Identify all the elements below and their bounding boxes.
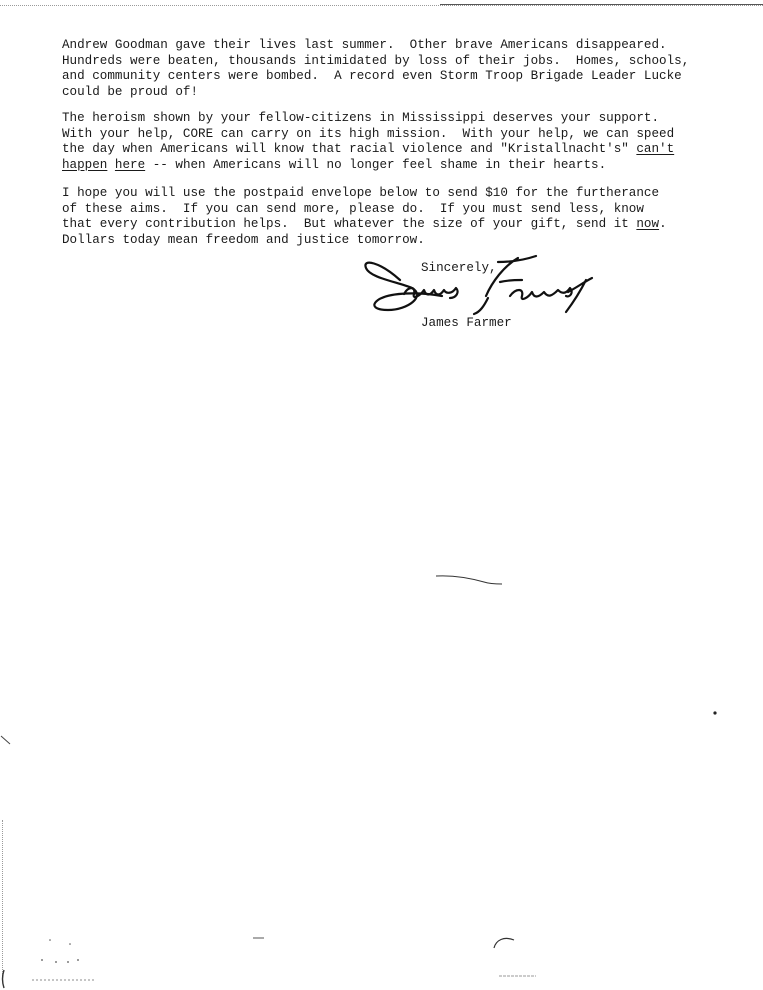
paragraph-1: [62, 38, 702, 100]
page-top-edge: [0, 0, 763, 6]
scan-artifact-bottom-rule: [498, 974, 538, 978]
page-left-edge: [2, 820, 3, 980]
paragraph-2-line-3: [62, 142, 674, 156]
underlined-here: here: [114, 157, 146, 172]
paragraph-2-line-3-text: the day when Americans will know that racial violence and "Kristallnacht's": [62, 142, 637, 157]
scan-artifact-tick: [0, 734, 14, 748]
paragraph-1-line-3: and community centers were bombed. A record even Storm Troop Brigade Leader Lucke: [62, 69, 682, 84]
underlined-happen: happen: [62, 157, 108, 172]
handwritten-signature: [360, 252, 600, 322]
scan-artifact-corner: [0, 968, 12, 990]
paragraph-1-line-2: Hundreds were beaten, thousands intimidated by loss of their jobs. Homes, schools,: [62, 53, 690, 68]
page-top-rule: [440, 4, 763, 5]
underlined-cant: can't: [636, 142, 675, 157]
paragraph-2-line-4-text: -- when Americans will no longer feel shame in their hearts.: [145, 157, 607, 172]
scan-artifact-curl: [490, 932, 520, 952]
underlined-now: now: [636, 217, 660, 232]
paragraph-3-line-2: of these aims. If you can send more, please do. If you must send less, know: [62, 201, 644, 216]
paragraph-1-line-1: Andrew Goodman gave their lives last summer. Other brave Americans disappeared.: [62, 38, 667, 52]
paragraph-2-line-4: [62, 158, 606, 172]
paragraph-3: [62, 186, 702, 248]
paragraph-1-line-4: could be proud of!: [62, 84, 199, 99]
paragraph-2-line-4-space: [107, 158, 115, 172]
scan-artifact-stroke: [434, 572, 504, 588]
scan-artifact-dot: [712, 710, 718, 716]
paragraph-3-line-3-period: .: [659, 217, 667, 232]
paragraph-2-line-1: The heroism shown by your fellow-citizens in Mississippi deserves your support.: [62, 111, 660, 125]
paragraph-3-line-1: I hope you will use the postpaid envelope below to send $10 for the furtherance: [62, 186, 660, 200]
paragraph-3-line-3-text: that every contribution helps. But whatever the size of your gift, send it: [62, 217, 637, 232]
scan-artifact-specks: [30, 936, 100, 986]
paragraph-3-line-4: Dollars today mean freedom and justice tomorrow.: [62, 232, 425, 247]
closing-salutation: Sincerely,: [421, 261, 497, 275]
paragraph-2-line-2: With your help, CORE can carry on its high mission. With your help, we can speed: [62, 126, 675, 141]
signer-name: James Farmer: [421, 316, 512, 330]
paragraph-3-line-3: [62, 217, 667, 231]
paragraph-2: [62, 111, 702, 173]
scan-artifact-dash: [252, 936, 266, 940]
